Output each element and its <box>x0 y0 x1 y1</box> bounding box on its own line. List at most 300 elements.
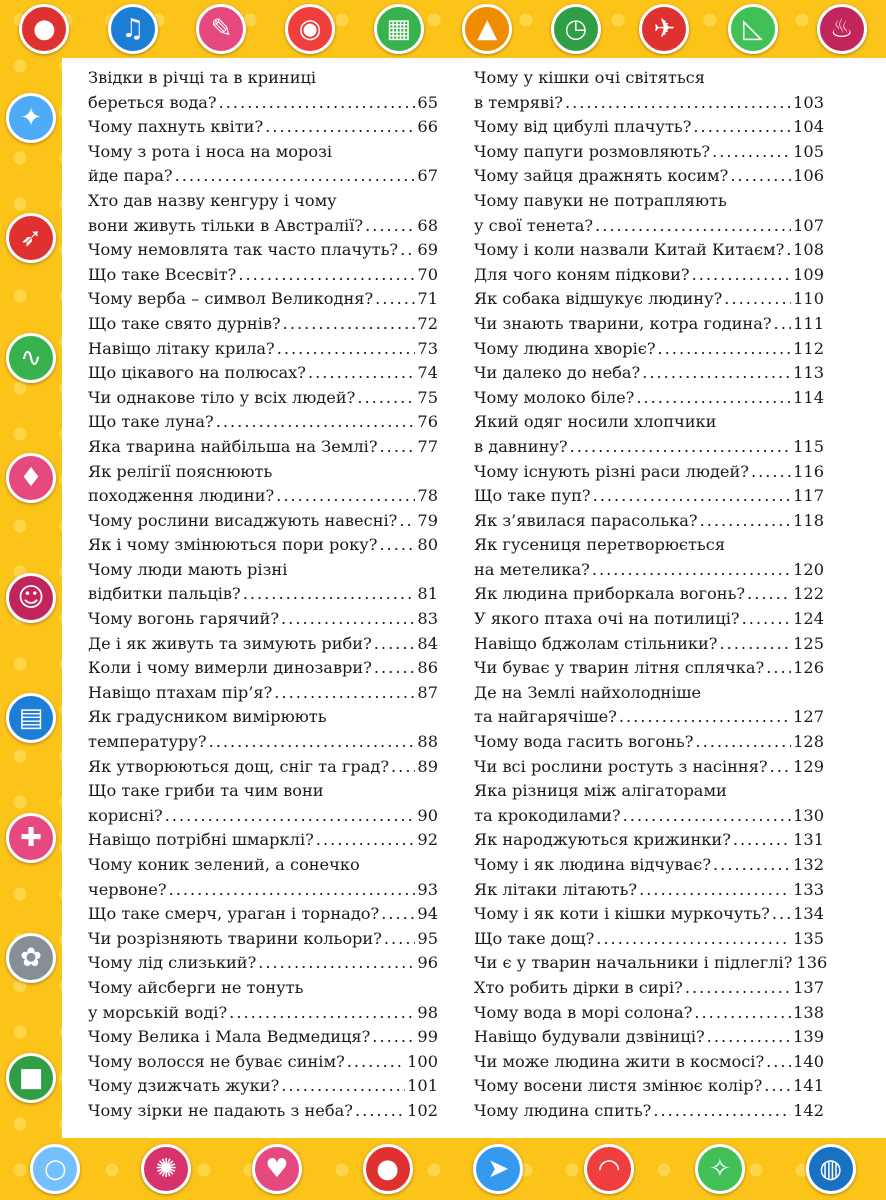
toc-entry-title-line: червоне? <box>88 879 167 899</box>
helicopter-icon: ✈ <box>639 4 689 54</box>
toc-entry <box>474 484 824 509</box>
set-square-icon: ◺ <box>728 4 778 54</box>
dot-leader <box>175 164 416 189</box>
toc-entry-row <box>88 1099 438 1124</box>
dot-leader <box>747 582 791 607</box>
toc-entry-row <box>474 927 824 952</box>
dot-leader <box>692 263 791 288</box>
dot-leader <box>713 853 791 878</box>
toc-entry-row <box>88 115 438 140</box>
toc-entry-row <box>88 607 438 632</box>
dot-leader <box>565 91 791 116</box>
toc-entry-title-line: Чи може людина жити в космосі? <box>474 1051 765 1071</box>
music-note-icon: ♫ <box>108 4 158 54</box>
toc-entry-page-number: 100 <box>407 1051 438 1071</box>
toc-entry-row <box>88 902 438 927</box>
toc-entry-page-number: 128 <box>793 732 824 752</box>
toc-entry-title-line: Що таке смерч, ураган і торнадо? <box>88 904 380 924</box>
toc-entry-page-number: 77 <box>417 436 438 456</box>
toc-entry-page-number: 101 <box>407 1076 438 1096</box>
toc-entry-title-line: Навіщо літаку крила? <box>88 338 275 358</box>
toc-entry-row <box>474 1025 824 1050</box>
toc-entry-row <box>474 976 824 1001</box>
toc-entry-row <box>88 386 438 411</box>
toc-entry-row <box>88 410 438 435</box>
left-sticker-border <box>0 58 62 1138</box>
gift-icon: ■ <box>6 1053 56 1103</box>
toc-entry-title-line: Що цікавого на полюсах? <box>88 363 306 383</box>
dot-leader <box>265 115 415 140</box>
dot-leader <box>399 509 415 534</box>
toc-entry-page-number: 138 <box>793 1002 824 1022</box>
toc-entry-page-number: 74 <box>417 363 438 383</box>
toc-entry <box>474 681 824 730</box>
toc-entry-row <box>474 558 824 583</box>
dot-leader <box>724 287 791 312</box>
toc-entry <box>474 951 828 976</box>
dot-leader <box>658 337 792 362</box>
toc-entry <box>474 312 824 337</box>
dot-leader <box>653 1099 791 1124</box>
dot-leader <box>238 263 415 288</box>
toc-entry-row <box>88 533 438 558</box>
apple-icon: ● <box>19 4 69 54</box>
toc-entry-title-line: Звідки в річці та в криниці <box>88 68 317 87</box>
toc-entry-row <box>474 632 824 657</box>
toc-entry <box>474 1001 824 1026</box>
toc-entry-row <box>88 1001 438 1026</box>
toc-entry-title-line: Де на Землі найхолодніше <box>474 682 702 702</box>
dot-leader <box>742 607 792 632</box>
toc-entry-page-number: 135 <box>793 928 824 948</box>
toc-entry-page-number: 99 <box>417 1027 438 1047</box>
toc-entry-title-line: корисні? <box>88 805 163 825</box>
toc-entry-row <box>474 238 824 263</box>
dot-leader <box>277 337 416 362</box>
dot-leader <box>379 533 415 558</box>
toc-entry-page-number: 71 <box>417 289 438 309</box>
toc-entry-title-line: Чому існують різні раси людей? <box>474 461 749 481</box>
toc-entry <box>88 927 438 952</box>
toc-entry-title-line: Чому немовлята так часто плачуть? <box>88 240 399 260</box>
toc-entry-title-line: Чому зірки не падають з неба? <box>88 1100 353 1120</box>
toc-entry-page-number: 68 <box>417 215 438 235</box>
toc-entry <box>88 509 438 534</box>
toc-entry-title-line: температуру? <box>88 732 207 752</box>
dot-leader <box>384 927 416 952</box>
toc-entry-row <box>474 582 824 607</box>
dot-leader <box>374 632 416 657</box>
toc-entry-title-line: Чому Велика і Мала Ведмедиця? <box>88 1027 371 1047</box>
toc-entry <box>88 140 438 189</box>
toc-entry <box>88 681 438 706</box>
frog-icon: ✧ <box>695 1144 745 1194</box>
dot-leader <box>786 238 791 263</box>
toc-entry-page-number: 89 <box>417 756 438 776</box>
toc-entry <box>474 632 824 657</box>
toc-entry-page-number: 90 <box>417 805 438 825</box>
toc-entry-page-number: 129 <box>793 756 824 776</box>
top-sticker-border <box>0 0 886 58</box>
dot-leader <box>695 730 791 755</box>
toc-entry <box>474 263 824 288</box>
toc-entry-title-line: Чому дзижчать жуки? <box>88 1076 280 1096</box>
toc-entry <box>474 730 824 755</box>
toc-entry-title-line: Чому і коли назвали Китай Китаєм? <box>474 240 785 260</box>
dot-leader <box>375 287 415 312</box>
toc-entry-title-line: Навіщо будували дзвіниці? <box>474 1027 705 1047</box>
toc-entry-page-number: 112 <box>793 338 824 358</box>
toc-entry <box>474 1074 824 1099</box>
toc-entry-page-number: 107 <box>793 215 824 235</box>
toc-entry-title-line: Де і як живуть та зимують риби? <box>88 633 372 653</box>
toc-entry-title-line: Навіщо бджолам стільники? <box>474 633 718 653</box>
toc-entry <box>88 410 438 435</box>
toc-entry-row <box>474 1074 824 1099</box>
dot-leader <box>391 755 415 780</box>
toc-entry <box>88 779 438 828</box>
dot-leader <box>751 460 791 485</box>
toc-entry <box>88 66 438 115</box>
toc-entry-row <box>474 140 824 165</box>
toc-entry-title-line: Що таке Всесвіт? <box>88 264 237 284</box>
toc-entry-row <box>474 1001 824 1026</box>
dot-leader <box>243 582 416 607</box>
dot-leader <box>165 804 416 829</box>
toc-entry-row <box>88 927 438 952</box>
toc-entry-row <box>474 1050 824 1075</box>
toc-entry-page-number: 124 <box>793 609 824 629</box>
toc-entry-page-number: 83 <box>417 609 438 629</box>
toc-entry-row <box>88 632 438 657</box>
toc-entry-title-line: Чому зайця дражнять косим? <box>474 166 729 186</box>
toc-entry-title-line: Чому з рота і носа на морозі <box>88 141 333 161</box>
dot-leader <box>372 1025 415 1050</box>
toc-entry-row <box>474 337 824 362</box>
toc-entry-row <box>474 607 824 632</box>
toc-entry <box>88 435 438 460</box>
cupcake-icon: ♥ <box>252 1144 302 1194</box>
dot-leader <box>766 1050 791 1075</box>
toy-blocks-icon: ▦ <box>374 4 424 54</box>
toc-entry <box>474 164 824 189</box>
toc-entry <box>474 66 824 115</box>
toc-entry-title-line: у свої тенета? <box>474 215 594 235</box>
toc-entry <box>88 189 438 238</box>
toc-entry-title-line: Що таке луна? <box>88 412 214 432</box>
cherries-icon: ● <box>363 1144 413 1194</box>
toc-entry-title-line: Чому айсберги не тонуть <box>88 977 304 997</box>
toc-entry-title-line: йде пара? <box>88 166 173 186</box>
toc-entry-page-number: 66 <box>417 117 438 137</box>
toc-entry <box>88 361 438 386</box>
toc-entry <box>88 238 438 263</box>
toc-entry-row <box>88 681 438 706</box>
toc-entry <box>88 386 438 411</box>
toc-entry-title-line: Що таке гриби та чим вони <box>88 781 324 801</box>
toc-entry-title-line: Хто дав назву кенгуру і чому <box>88 190 337 210</box>
toc-entry-title-line: Для чого коням підкови? <box>474 264 690 284</box>
dot-leader <box>380 435 416 460</box>
toc-entry <box>88 1099 438 1124</box>
toc-entry-title-line: у морській воді? <box>88 1002 228 1022</box>
dot-leader <box>219 91 416 116</box>
toc-entry-page-number: 120 <box>793 559 824 579</box>
toc-entry-row <box>88 91 438 116</box>
toc-entry-title-line: Чи однакове тіло у всіх людей? <box>88 387 356 407</box>
toc-entry <box>474 287 824 312</box>
toc-entry-row <box>88 656 438 681</box>
toc-entry-row <box>474 361 824 386</box>
toc-entry <box>474 1050 824 1075</box>
dot-leader <box>772 902 791 927</box>
dot-leader <box>595 214 791 239</box>
dot-leader <box>596 927 791 952</box>
toc-entry-page-number: 114 <box>793 387 824 407</box>
toc-entry-page-number: 113 <box>793 363 824 383</box>
toc-entry-title-line: Чому людина спить? <box>474 1100 652 1120</box>
dot-leader <box>733 828 791 853</box>
dot-leader <box>712 140 791 165</box>
toc-entry-row <box>88 509 438 534</box>
toc-entry-title-line: Що таке дощ? <box>474 928 595 948</box>
toc-entry-page-number: 84 <box>417 633 438 653</box>
toc-entry-title-line: Чому вода гасить вогонь? <box>474 732 694 752</box>
toc-entry-title-line: Навіщо птахам пір’я? <box>88 682 273 702</box>
dot-leader <box>347 1050 405 1075</box>
toc-entry-row <box>88 1025 438 1050</box>
toc-entry <box>474 238 824 263</box>
toc-entry-page-number: 136 <box>796 953 828 973</box>
dot-leader <box>685 976 791 1001</box>
toc-entry-row <box>88 263 438 288</box>
toc-entry-page-number: 142 <box>793 1100 824 1120</box>
toc-entry-page-number: 80 <box>417 535 438 555</box>
toc-entry-row <box>88 1074 438 1099</box>
toc-entry-page-number: 70 <box>417 264 438 284</box>
toc-entry-title-line: Чому лід слизький? <box>88 953 257 973</box>
toc-entry-title-line: Чи розрізняють тварини кольори? <box>88 928 382 948</box>
ice-cream-icon: ♦ <box>6 453 56 503</box>
toc-entry <box>474 878 824 903</box>
toc-entry-page-number: 96 <box>417 953 438 973</box>
toc-entry <box>474 656 824 681</box>
toc-entry-title-line: відбитки пальців? <box>88 584 241 604</box>
dot-leader <box>770 755 791 780</box>
toc-entry-row <box>88 828 438 853</box>
toc-entry-row <box>88 312 438 337</box>
toc-entry-row <box>88 214 438 239</box>
toc-entry-row <box>474 656 824 681</box>
toc-entry-title-line: Як градусником вимірюють <box>88 707 327 727</box>
toc-entry <box>474 1025 824 1050</box>
toc-entry-title-line: Як і чому змінюються пори року? <box>88 535 378 555</box>
toc-entry-page-number: 127 <box>793 707 824 727</box>
dot-leader <box>400 238 415 263</box>
toc-entry-title-line: Чому папуги розмовляють? <box>474 141 711 161</box>
toc-entry-title-line: Як гусениця перетворюється <box>474 535 726 555</box>
toc-entry-page-number: 132 <box>793 855 824 874</box>
toc-column-right <box>474 66 828 1124</box>
toc-entry-page-number: 106 <box>793 166 824 186</box>
toc-entry-row <box>474 828 824 853</box>
toc-entry-row <box>474 755 824 780</box>
toc-entry-row <box>474 484 824 509</box>
toc-entry <box>474 755 824 780</box>
toc-entry-page-number: 109 <box>793 264 824 284</box>
dot-leader <box>707 1025 791 1050</box>
toc-entry-row <box>474 460 824 485</box>
toc-entry <box>88 533 438 558</box>
toc-entry <box>88 263 438 288</box>
toc-entry <box>88 632 438 657</box>
toc-entry <box>474 509 824 534</box>
toc-entry-row <box>474 853 824 878</box>
toc-entry-title-line: береться вода? <box>88 92 217 112</box>
dot-leader <box>730 164 791 189</box>
toc-entry-title-line: Як утворюються дощ, сніг та град? <box>88 756 390 776</box>
dot-leader <box>229 1001 415 1026</box>
toc-entry <box>474 460 824 485</box>
toc-entry-row <box>474 287 824 312</box>
toc-entry-row <box>88 361 438 386</box>
toc-entry-page-number: 126 <box>793 658 824 678</box>
toc-entry <box>88 828 438 853</box>
toc-entry-title-line: Чому у кішки очі світяться <box>474 68 705 87</box>
toc-entry-page-number: 67 <box>417 166 438 186</box>
dot-leader <box>694 1001 791 1026</box>
toc-entry <box>474 410 824 459</box>
toc-entry-title-line: Чи далеко до неба? <box>474 363 641 383</box>
toc-entry-page-number: 95 <box>417 928 438 948</box>
dot-leader <box>258 951 415 976</box>
toc-entry-title-line: Чому волосся не буває синім? <box>88 1051 345 1071</box>
globe-icon: ◍ <box>806 1144 856 1194</box>
toc-entry <box>474 902 824 927</box>
toc-entry <box>88 287 438 312</box>
toc-entry-page-number: 93 <box>417 879 438 899</box>
toc-entry-page-number: 125 <box>793 633 824 653</box>
toc-entry-row <box>474 730 824 755</box>
notebook-icon: ▤ <box>6 693 56 743</box>
toc-entry-page-number: 98 <box>417 1002 438 1022</box>
toc-entry-row <box>88 164 438 189</box>
toc-entry-title-line: Чому павуки не потрапляють <box>474 190 727 210</box>
toc-entry-row <box>474 902 824 927</box>
toc-entry-row <box>474 312 824 337</box>
toc-entry-title-line: Яка тварина найбільша на Землі? <box>88 436 378 456</box>
toc-entry-title-line: Коли і чому вимерли динозаври? <box>88 658 372 678</box>
toc-entry-title-line: в давнину? <box>474 436 568 456</box>
toc-entry-page-number: 115 <box>793 436 824 456</box>
toc-entry <box>474 337 824 362</box>
toc-entry-page-number: 102 <box>407 1100 438 1120</box>
toc-entry <box>474 976 824 1001</box>
toc-entry-page-number: 110 <box>793 289 824 309</box>
toc-entry-title-line: Що таке пуп? <box>474 486 591 506</box>
dot-leader <box>276 484 415 509</box>
toc-entry-page-number: 139 <box>793 1027 824 1047</box>
toc-entry-row <box>474 214 824 239</box>
toc-entry-title-line: Як літаки літають? <box>474 879 638 899</box>
toc-entry-row <box>88 337 438 362</box>
toc-entry-row <box>474 804 824 829</box>
toc-entry <box>88 656 438 681</box>
toc-entry <box>474 1099 824 1124</box>
toc-entry-page-number: 87 <box>417 682 438 702</box>
toc-entry-title-line: Чому від цибулі плачуть? <box>474 117 692 137</box>
toc-entry-page-number: 122 <box>793 584 824 604</box>
toc-entry-title-line: У якого птаха очі на потилиці? <box>474 609 740 629</box>
ball-icon: ◉ <box>285 4 335 54</box>
toc-entry-row <box>88 287 438 312</box>
toc-entry-title-line: Чому пахнуть квіти? <box>88 117 264 137</box>
toc-entry-row <box>474 705 824 730</box>
toc-entry-page-number: 134 <box>793 904 824 924</box>
toc-entry <box>474 140 824 165</box>
toc-entry-title-line: Як релігії пояснюють <box>88 461 273 481</box>
dot-leader <box>700 509 792 534</box>
toc-entry-title-line: Навіщо потрібні шмарклі? <box>88 830 314 850</box>
toc-entry-row <box>88 951 438 976</box>
toc-entry <box>88 607 438 632</box>
toc-entry <box>88 460 438 509</box>
dog-icon: ✿ <box>6 933 56 983</box>
toc-entry-page-number: 137 <box>793 977 824 997</box>
toc-entry-title-line: Як людина приборкала вогонь? <box>474 584 746 604</box>
toc-entry-page-number: 140 <box>793 1051 824 1071</box>
toc-entry-title-line: Чому молоко біле? <box>474 387 635 407</box>
toc-entry-row <box>474 91 824 116</box>
dot-leader <box>316 828 416 853</box>
toc-entry-page-number: 117 <box>793 486 824 506</box>
toc-entry <box>88 705 438 754</box>
puzzle-icon: ✚ <box>6 813 56 863</box>
toc-entry-title-line: Яка різниця між алігаторами <box>474 781 727 801</box>
bottom-sticker-border <box>0 1138 886 1200</box>
toc-entry-row <box>474 435 824 460</box>
magnifier-icon: ○ <box>30 1144 80 1194</box>
dot-leader <box>357 386 415 411</box>
toc-entry-page-number: 111 <box>793 313 824 333</box>
toc-entry-title-line: Чи всі рослини ростуть з насіння? <box>474 756 768 776</box>
dot-leader <box>216 410 416 435</box>
toc-entry <box>88 755 438 780</box>
toc-entry-row <box>474 263 824 288</box>
pizza-icon: ▲ <box>462 4 512 54</box>
toc-entry-title-line: та крокодилами? <box>474 805 621 825</box>
toc-entry-row <box>88 582 438 607</box>
toc-entry <box>474 828 824 853</box>
toc-entry-row <box>88 730 438 755</box>
toc-entry-page-number: 116 <box>793 461 824 481</box>
dot-leader <box>283 312 416 337</box>
dot-leader <box>169 878 416 903</box>
toc-entry <box>474 927 824 952</box>
dot-leader <box>693 115 791 140</box>
toc-column-left <box>88 66 438 1124</box>
toc-entry <box>88 951 438 976</box>
dot-leader <box>642 361 791 386</box>
toc-entry <box>88 853 438 902</box>
snake-icon: ∿ <box>6 333 56 383</box>
toc-entry-title-line: Чому вода в морі солона? <box>474 1002 693 1022</box>
dot-leader <box>274 681 415 706</box>
toc-entry-page-number: 105 <box>793 141 824 161</box>
toc-entry-title-line: Чому і як людина відчуває? <box>474 855 712 874</box>
toc-entry-page-number: 103 <box>793 92 824 112</box>
dot-leader <box>209 730 416 755</box>
